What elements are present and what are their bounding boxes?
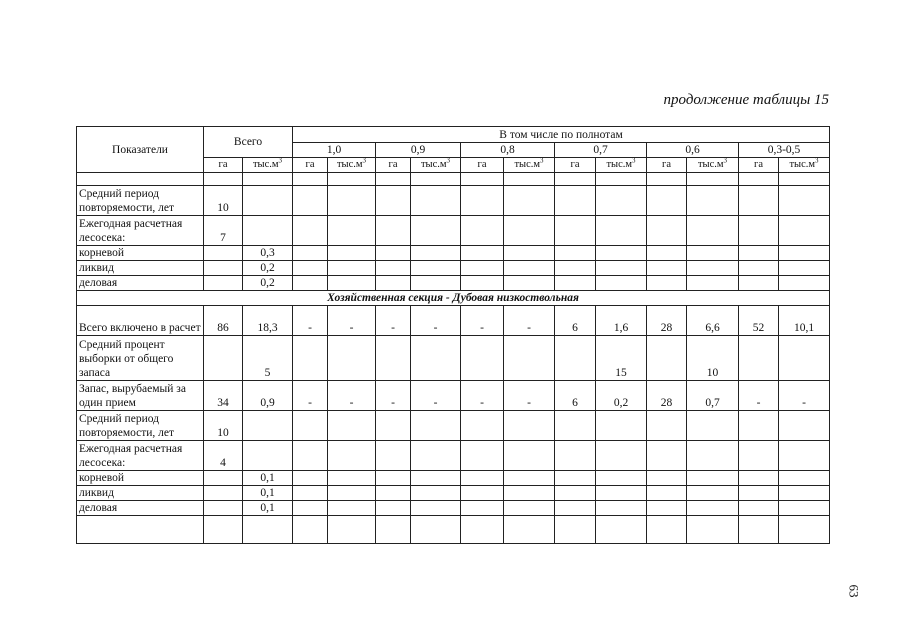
table-cell: 0,2 — [596, 381, 647, 411]
table-cell — [739, 186, 779, 216]
table-cell — [596, 411, 647, 441]
unit-volume — [687, 158, 739, 173]
table-cell — [243, 186, 293, 216]
table-cell — [739, 276, 779, 291]
header-density: 0,9 — [376, 143, 461, 158]
row-label: Ежегодная расчетная лесосека: — [77, 441, 204, 471]
header-indicators: Показатели — [77, 127, 204, 173]
table-cell — [504, 441, 555, 471]
row-label: Средний период повторяемости, лет — [77, 411, 204, 441]
unit-ha: га — [204, 158, 243, 173]
table-cell — [647, 501, 687, 516]
unit-volume — [411, 158, 461, 173]
table-cell — [204, 501, 243, 516]
table-cell — [647, 411, 687, 441]
table-cell — [293, 246, 328, 261]
table-cell — [411, 471, 461, 486]
table-cell — [411, 501, 461, 516]
table-cell: 0,1 — [243, 501, 293, 516]
table-cell — [687, 441, 739, 471]
table-cell: 0,9 — [243, 381, 293, 411]
table-cell: - — [739, 381, 779, 411]
row-label: деловая — [77, 501, 204, 516]
table-cell — [504, 186, 555, 216]
table-cell — [461, 336, 504, 381]
table-cell — [779, 216, 830, 246]
table-cell — [504, 276, 555, 291]
section-title: Хозяйственная секция - Дубовая низкоствольная — [77, 291, 830, 306]
table-cell — [243, 441, 293, 471]
table-cell: 10 — [204, 411, 243, 441]
row-label: Средний период повторяемости, лет — [77, 186, 204, 216]
table-cell — [687, 246, 739, 261]
table-cell: - — [293, 306, 328, 336]
unit-volume-exponent: 3 — [632, 157, 636, 165]
table-cell — [647, 261, 687, 276]
table-cell — [555, 501, 596, 516]
table-cell — [687, 411, 739, 441]
unit-ha: га — [461, 158, 504, 173]
table-cell — [647, 246, 687, 261]
table-cell — [739, 486, 779, 501]
table-cell — [376, 216, 411, 246]
table-cell — [779, 486, 830, 501]
table-cell — [376, 246, 411, 261]
header-density: 0,7 — [555, 143, 647, 158]
table-cell: 15 — [596, 336, 647, 381]
table-cell — [376, 186, 411, 216]
table-cell: 0,2 — [243, 276, 293, 291]
table-cell — [555, 216, 596, 246]
table-row — [77, 216, 830, 246]
spacer-row — [77, 173, 830, 186]
table-cell — [376, 441, 411, 471]
table-cell — [739, 501, 779, 516]
table-cell: - — [411, 381, 461, 411]
unit-volume — [328, 158, 376, 173]
table-cell — [779, 276, 830, 291]
rows-top — [77, 186, 830, 291]
row-label: корневой — [77, 246, 204, 261]
table-cell — [461, 471, 504, 486]
page-number: 63 — [846, 584, 862, 598]
table-cell: - — [461, 381, 504, 411]
table-cell — [647, 216, 687, 246]
unit-volume-text: тыс.м — [606, 159, 633, 170]
table-cell — [687, 216, 739, 246]
table-cell — [461, 486, 504, 501]
table-cell — [555, 261, 596, 276]
table-cell — [647, 486, 687, 501]
table-cell — [739, 336, 779, 381]
table-cell: 6,6 — [687, 306, 739, 336]
table-cell — [647, 276, 687, 291]
table-cell: 0,7 — [687, 381, 739, 411]
table-cell — [411, 276, 461, 291]
table-row — [77, 486, 830, 501]
table-cell — [739, 216, 779, 246]
table-cell — [293, 411, 328, 441]
table-cell — [555, 441, 596, 471]
table-cell: 7 — [204, 216, 243, 246]
unit-volume-text: тыс.м — [789, 159, 816, 170]
header-row-1 — [77, 127, 830, 143]
table-cell — [293, 186, 328, 216]
table-cell — [779, 501, 830, 516]
table-cell: - — [779, 381, 830, 411]
table-cell — [328, 411, 376, 441]
table-cell — [411, 261, 461, 276]
header-total: Всего — [204, 127, 293, 158]
table-cell — [461, 246, 504, 261]
row-label: ликвид — [77, 486, 204, 501]
table-cell — [376, 276, 411, 291]
table-cell — [739, 411, 779, 441]
unit-volume-exponent: 3 — [446, 157, 451, 165]
table-cell — [376, 261, 411, 276]
table-cell: - — [376, 306, 411, 336]
table-cell: - — [328, 306, 376, 336]
table-cell — [328, 336, 376, 381]
table-cell: 0,2 — [243, 261, 293, 276]
table-cell — [596, 261, 647, 276]
table-cell: 10,1 — [779, 306, 830, 336]
table-cell — [293, 441, 328, 471]
table-cell: - — [461, 306, 504, 336]
table-row — [77, 411, 830, 441]
table-cell — [411, 486, 461, 501]
table-cell — [739, 441, 779, 471]
header-density: 1,0 — [293, 143, 376, 158]
unit-volume — [779, 158, 830, 173]
unit-volume-text: тыс.м — [336, 159, 363, 170]
unit-volume-text: тыс.м — [697, 159, 724, 170]
table-cell: 34 — [204, 381, 243, 411]
unit-volume — [504, 158, 555, 173]
table-cell — [596, 216, 647, 246]
unit-volume — [596, 158, 647, 173]
table-cell: 86 — [204, 306, 243, 336]
table-cell: - — [293, 381, 328, 411]
unit-ha: га — [647, 158, 687, 173]
table-cell — [293, 276, 328, 291]
table-cell: 0,1 — [243, 471, 293, 486]
table-cell — [204, 246, 243, 261]
table-cell: 0,3 — [243, 246, 293, 261]
rows-section — [77, 306, 830, 516]
table-cell — [461, 276, 504, 291]
row-label: корневой — [77, 471, 204, 486]
table-row — [77, 441, 830, 471]
unit-volume-text: тыс.м — [514, 159, 541, 170]
table-cell — [328, 261, 376, 276]
header-density: 0,8 — [461, 143, 555, 158]
unit-volume-exponent: 3 — [278, 157, 283, 165]
table-cell — [687, 501, 739, 516]
table-cell: - — [376, 381, 411, 411]
table-cell — [376, 471, 411, 486]
table-cell: 5 — [243, 336, 293, 381]
table-cell — [293, 501, 328, 516]
table-cell — [461, 216, 504, 246]
table-cell: 0,1 — [243, 486, 293, 501]
table-cell — [411, 186, 461, 216]
table-cell — [687, 261, 739, 276]
table-cell — [779, 336, 830, 381]
table-cell — [461, 186, 504, 216]
unit-ha: га — [376, 158, 411, 173]
table-cell — [596, 441, 647, 471]
table-cell — [376, 501, 411, 516]
table-cell — [461, 441, 504, 471]
table-cell: - — [411, 306, 461, 336]
table-cell: 28 — [647, 306, 687, 336]
table-cell — [504, 246, 555, 261]
unit-volume-exponent: 3 — [540, 157, 544, 165]
table-cell — [328, 441, 376, 471]
table-cell — [204, 471, 243, 486]
table-cell: 52 — [739, 306, 779, 336]
table-cell — [376, 411, 411, 441]
table-cell — [596, 486, 647, 501]
table-cell — [647, 471, 687, 486]
table-cell — [504, 471, 555, 486]
table-cell — [647, 441, 687, 471]
table-cell — [376, 336, 411, 381]
table-row — [77, 261, 830, 276]
table-cell — [328, 486, 376, 501]
forest-indicators-table — [76, 126, 830, 544]
header-density: 0,3-0,5 — [739, 143, 830, 158]
table-cell — [293, 216, 328, 246]
table-cell — [504, 411, 555, 441]
table-cell — [461, 261, 504, 276]
table-cell — [596, 276, 647, 291]
table-row — [77, 246, 830, 261]
table-cell — [555, 471, 596, 486]
table-cell — [293, 486, 328, 501]
table-cell — [411, 411, 461, 441]
table-row — [77, 306, 830, 336]
table-cell — [461, 411, 504, 441]
table-cell — [243, 411, 293, 441]
table-cell — [779, 441, 830, 471]
table-cell — [596, 186, 647, 216]
table-cell — [739, 471, 779, 486]
table-cell — [328, 186, 376, 216]
unit-ha: га — [293, 158, 328, 173]
table-cell — [687, 486, 739, 501]
section-row — [77, 291, 830, 306]
table-cell — [739, 246, 779, 261]
unit-ha: га — [555, 158, 596, 173]
unit-volume — [243, 158, 293, 173]
table-cell — [293, 261, 328, 276]
table-cell — [596, 501, 647, 516]
table-cell — [687, 471, 739, 486]
table-cell: 10 — [687, 336, 739, 381]
table-cell — [204, 276, 243, 291]
unit-volume-text: тыс.м — [252, 159, 279, 170]
row-label: деловая — [77, 276, 204, 291]
table-cell: 1,6 — [596, 306, 647, 336]
table-cell: - — [504, 381, 555, 411]
table-cell: 18,3 — [243, 306, 293, 336]
table-cell: 4 — [204, 441, 243, 471]
table-cell — [555, 246, 596, 261]
table-cell — [555, 486, 596, 501]
table-cell — [504, 261, 555, 276]
table-cell: - — [328, 381, 376, 411]
table-cell — [504, 336, 555, 381]
table-cell — [411, 441, 461, 471]
header-by-density: В том числе по полнотам — [293, 127, 830, 143]
header-density: 0,6 — [647, 143, 739, 158]
unit-volume-exponent: 3 — [723, 157, 728, 165]
table-caption: продолжение таблицы 15 — [663, 92, 829, 108]
row-label: Средний процент выборки от общего запаса — [77, 336, 204, 381]
table-cell — [204, 261, 243, 276]
row-label: Всего включено в расчет — [77, 306, 204, 336]
unit-ha: га — [739, 158, 779, 173]
table-cell — [328, 246, 376, 261]
table-cell — [204, 336, 243, 381]
table-cell — [555, 336, 596, 381]
table-cell: 10 — [204, 186, 243, 216]
table-cell — [293, 471, 328, 486]
table-cell — [555, 186, 596, 216]
table-cell: 28 — [647, 381, 687, 411]
table-cell — [411, 246, 461, 261]
row-label: Ежегодная расчетная лесосека: — [77, 216, 204, 246]
table-cell — [328, 216, 376, 246]
table-cell — [596, 471, 647, 486]
table-cell — [504, 216, 555, 246]
table-cell — [328, 471, 376, 486]
table-row — [77, 276, 830, 291]
table-row — [77, 501, 830, 516]
table-cell — [779, 186, 830, 216]
table-cell — [504, 501, 555, 516]
table-cell — [779, 261, 830, 276]
table-cell — [596, 246, 647, 261]
table-cell — [243, 216, 293, 246]
trailing-empty-row — [77, 516, 830, 544]
table-cell — [687, 276, 739, 291]
table-cell — [411, 216, 461, 246]
table-cell — [555, 411, 596, 441]
table-cell — [647, 186, 687, 216]
table-cell: 6 — [555, 381, 596, 411]
table-cell — [204, 486, 243, 501]
unit-volume-exponent: 3 — [815, 157, 819, 165]
table-cell: 6 — [555, 306, 596, 336]
table-cell: - — [504, 306, 555, 336]
table-cell — [293, 336, 328, 381]
table-cell — [504, 486, 555, 501]
row-label: ликвид — [77, 261, 204, 276]
table-cell — [687, 186, 739, 216]
table-cell — [647, 336, 687, 381]
table-row — [77, 471, 830, 486]
table-cell — [779, 471, 830, 486]
table-cell — [779, 411, 830, 441]
table-cell — [739, 261, 779, 276]
table-cell — [328, 501, 376, 516]
table-cell — [376, 486, 411, 501]
table-cell — [411, 336, 461, 381]
table-cell — [328, 276, 376, 291]
row-label: Запас, вырубаемый за один прием — [77, 381, 204, 411]
unit-volume-exponent: 3 — [362, 157, 367, 165]
table-row — [77, 336, 830, 381]
unit-volume-text: тыс.м — [420, 159, 447, 170]
table-cell — [461, 501, 504, 516]
table-row — [77, 381, 830, 411]
table-cell — [555, 276, 596, 291]
table-cell — [779, 246, 830, 261]
table-row — [77, 186, 830, 216]
